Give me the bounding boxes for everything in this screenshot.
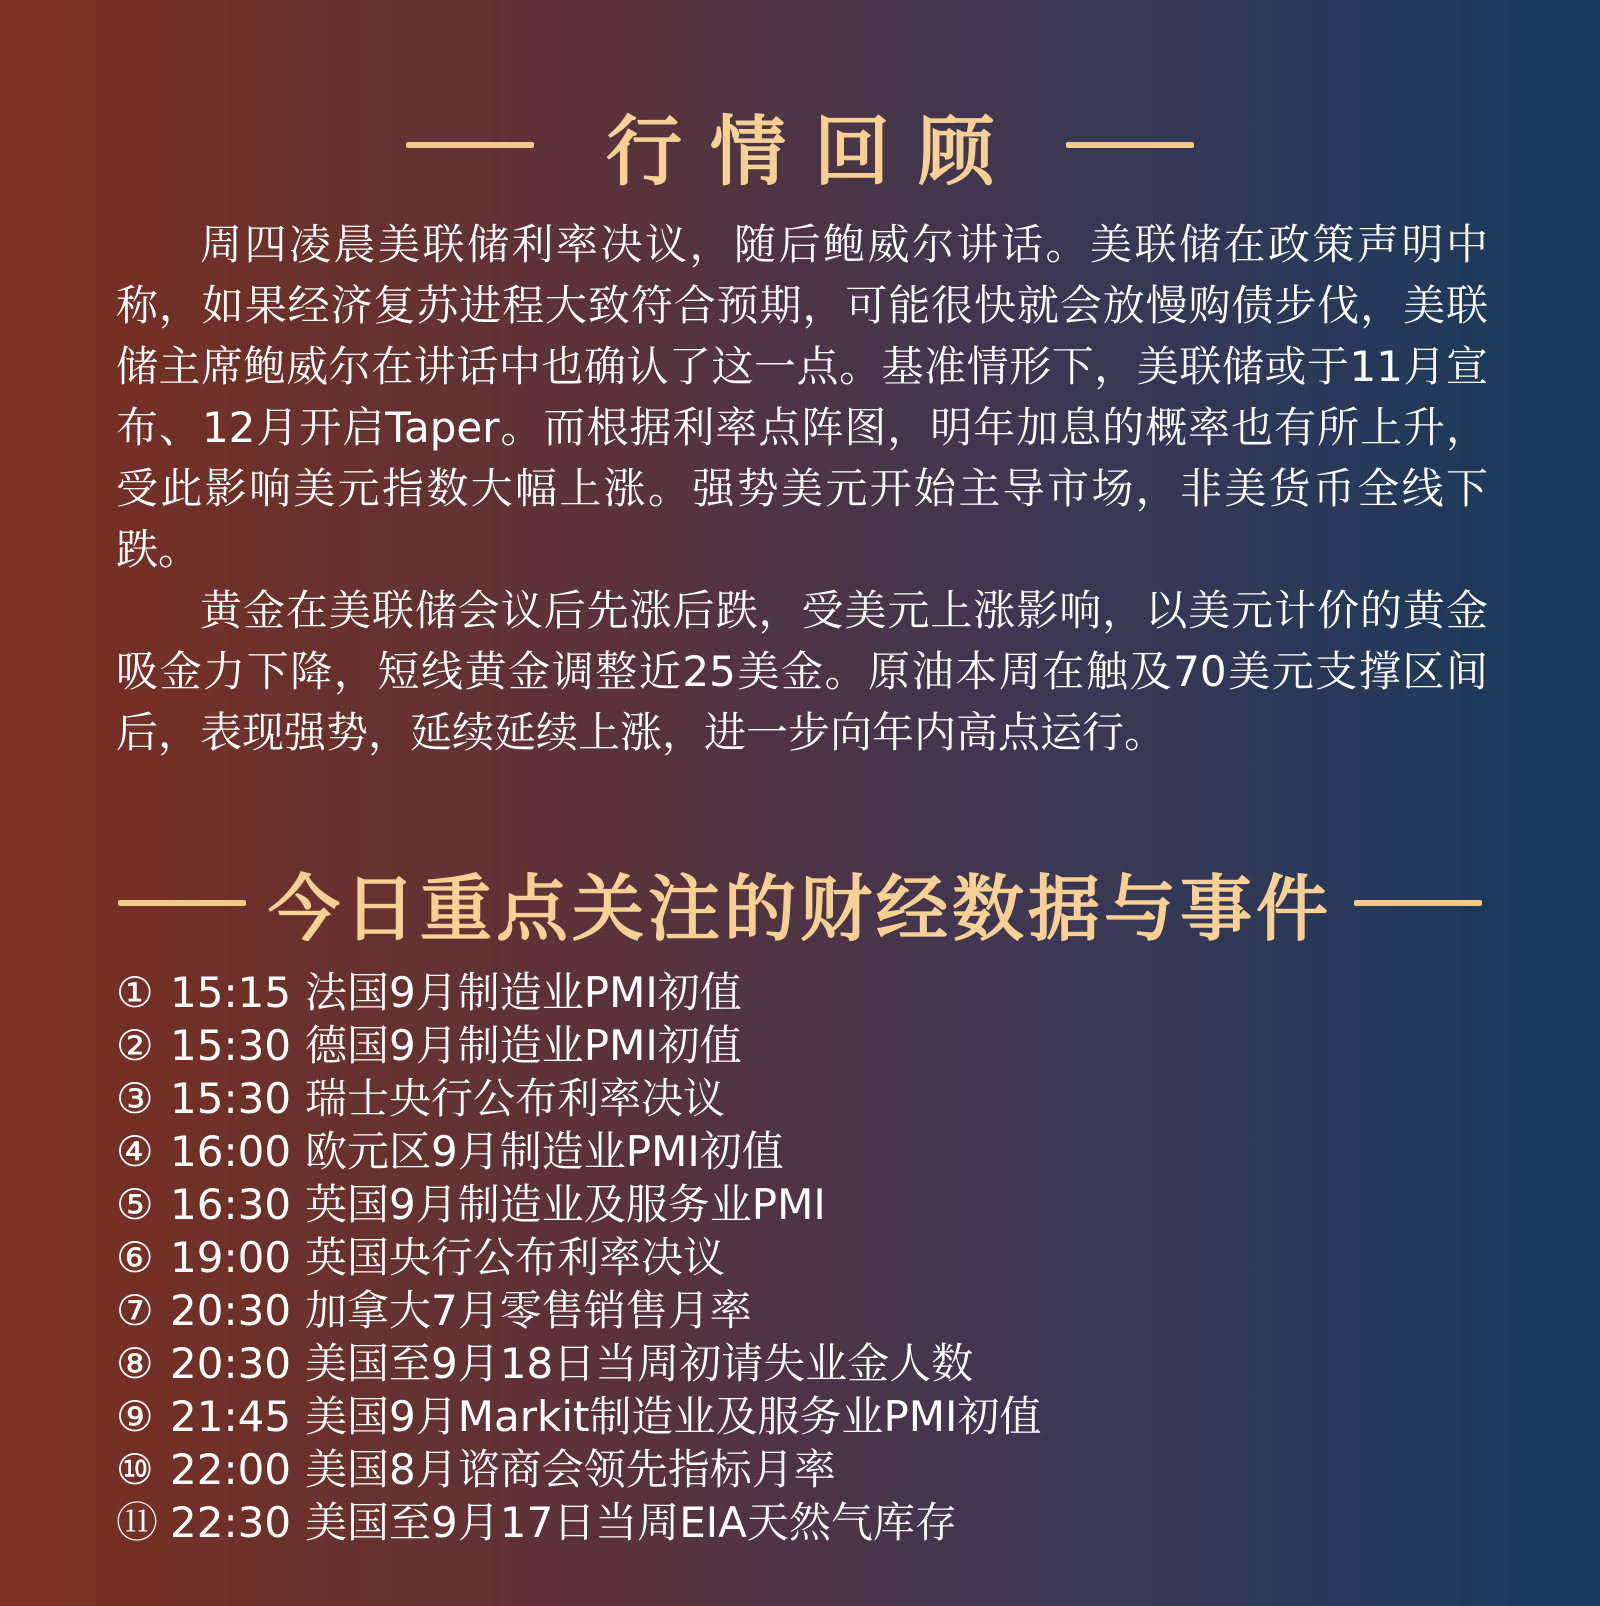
title-line-left bbox=[406, 142, 534, 148]
item-number: ⑥ bbox=[116, 1233, 154, 1282]
item-number: ⑨ bbox=[116, 1392, 154, 1441]
item-number: ③ bbox=[116, 1074, 154, 1123]
item-text: 德国9月制造业PMI初值 bbox=[305, 1021, 742, 1070]
market-review-header bbox=[0, 100, 1600, 196]
title-line-left bbox=[118, 900, 246, 906]
events-header bbox=[0, 858, 1600, 951]
list-item bbox=[116, 1337, 1488, 1390]
review-paragraph-2: 黄金在美联储会议后先涨后跌，受美元上涨影响，以美元计价的黄金吸金力下降，短线黄金调整近25美金。原油本周在触及70美元支撑区间后，表现强势，延续延续上涨，进一步向年内高点运行。 bbox=[116, 586, 1488, 757]
item-text: 欧元区9月制造业PMI初值 bbox=[305, 1127, 784, 1176]
item-number: ⑧ bbox=[116, 1339, 154, 1388]
item-text: 加拿大7月零售销售月率 bbox=[305, 1286, 752, 1335]
title-line-right bbox=[1354, 900, 1482, 906]
item-text: 美国9月Markit制造业及服务业PMI初值 bbox=[305, 1392, 1042, 1441]
events-list bbox=[116, 966, 1488, 1549]
title-line-right bbox=[1066, 142, 1194, 148]
item-time: 20:30 bbox=[170, 1339, 292, 1388]
events-title: 今日重点关注的财经数据与事件 bbox=[267, 867, 1332, 951]
item-number: ⑩ bbox=[116, 1445, 154, 1494]
item-time: 15:30 bbox=[170, 1074, 292, 1123]
list-item bbox=[116, 1125, 1488, 1178]
review-paragraph-1: 周四凌晨美联储利率决议，随后鲍威尔讲话。美联储在政策声明中称，如果经济复苏进程大致符合预期，可能很快就会放慢购债步伐，美联储主席鲍威尔在讲话中也确认了这一点。基准情形下，美联储或于11月宣布、12月开启Taper。而根据利率点阵图，明年加息的概率也有所上升，受此影响美元指数大幅上涨。强势美元开始主导市场，非美货币全线下跌。 bbox=[116, 220, 1488, 574]
item-text: 美国8月谘商会领先指标月率 bbox=[305, 1445, 836, 1494]
item-time: 21:45 bbox=[170, 1392, 292, 1441]
item-text: 美国至9月17日当周EIA天然气库存 bbox=[305, 1498, 957, 1547]
item-number: ⑤ bbox=[116, 1180, 154, 1229]
list-item bbox=[116, 1019, 1488, 1072]
item-time: 16:30 bbox=[170, 1180, 292, 1229]
item-number: ⑪ bbox=[116, 1498, 159, 1547]
item-time: 19:00 bbox=[170, 1233, 292, 1282]
item-text: 法国9月制造业PMI初值 bbox=[305, 968, 742, 1017]
item-number: ④ bbox=[116, 1127, 154, 1176]
item-text: 英国央行公布利率决议 bbox=[305, 1233, 726, 1282]
list-item bbox=[116, 1443, 1488, 1496]
market-review-title: 行情回顾 bbox=[606, 106, 1022, 196]
list-item bbox=[116, 1072, 1488, 1125]
item-text: 瑞士央行公布利率决议 bbox=[305, 1074, 726, 1123]
market-review-body bbox=[116, 214, 1488, 763]
item-number: ① bbox=[116, 968, 154, 1017]
list-item bbox=[116, 966, 1488, 1019]
item-time: 15:15 bbox=[170, 968, 292, 1017]
item-text: 英国9月制造业及服务业PMI bbox=[305, 1180, 826, 1229]
item-time: 16:00 bbox=[170, 1127, 292, 1176]
item-number: ⑦ bbox=[116, 1286, 154, 1335]
list-item bbox=[116, 1390, 1488, 1443]
list-item bbox=[116, 1496, 1488, 1549]
list-item bbox=[116, 1178, 1488, 1231]
item-text: 美国至9月18日当周初请失业金人数 bbox=[305, 1339, 974, 1388]
item-time: 20:30 bbox=[170, 1286, 292, 1335]
list-item bbox=[116, 1284, 1488, 1337]
item-time: 15:30 bbox=[170, 1021, 292, 1070]
item-time: 22:30 bbox=[170, 1498, 292, 1547]
list-item bbox=[116, 1231, 1488, 1284]
item-time: 22:00 bbox=[170, 1445, 292, 1494]
item-number: ② bbox=[116, 1021, 154, 1070]
